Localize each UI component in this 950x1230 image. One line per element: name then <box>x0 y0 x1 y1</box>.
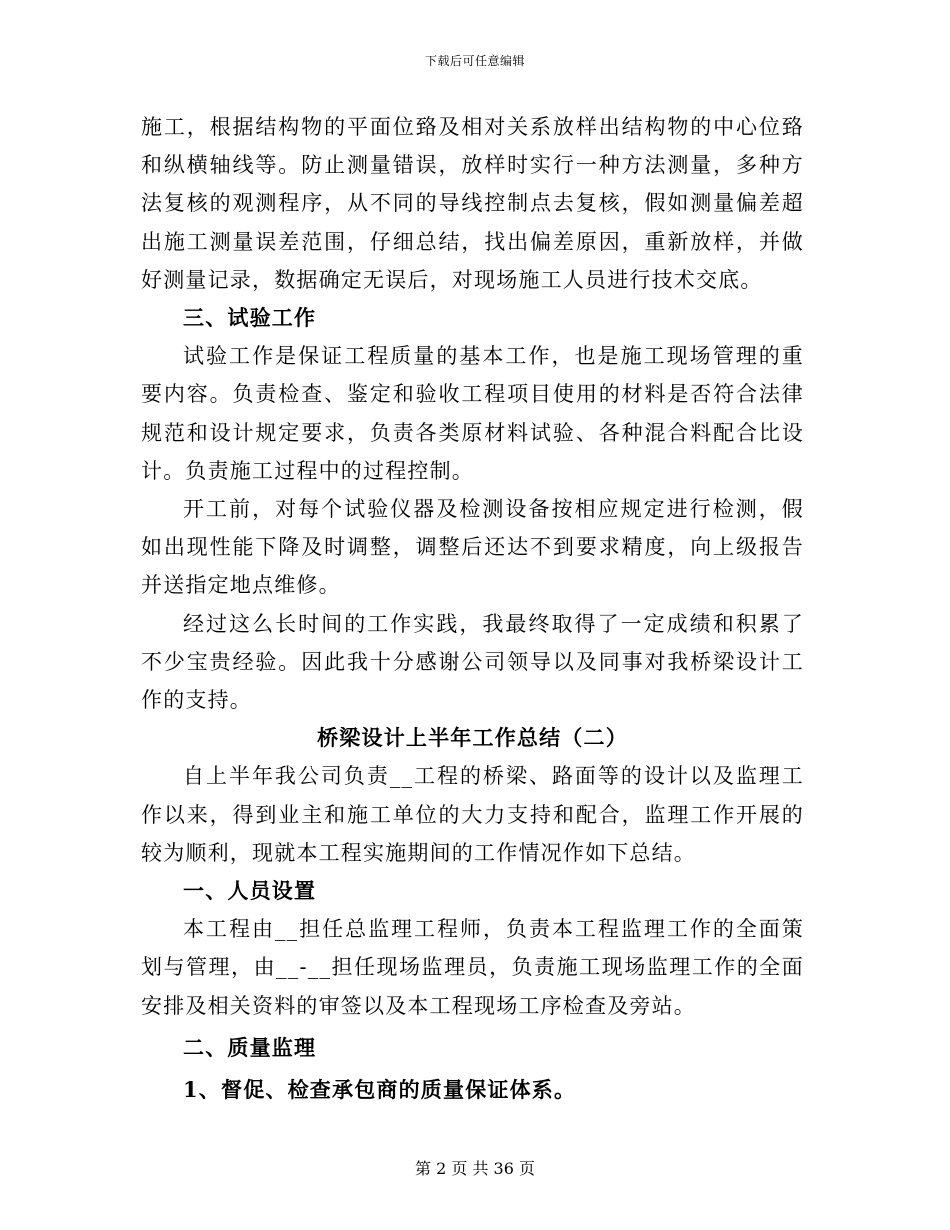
paragraph-staffing: 本工程由__担任总监理工程师，负责本工程监理工作的全面策划与管理，由__-__担任现场监理员，负责施工现场监理工作的全面安排及相关资料的审签以及本工程现场工序检查及旁站。 <box>141 917 804 1018</box>
paragraph-testing-intro: 试验工作是保证工程质量的基本工作，也是施工现场管理的重要内容。负责检查、鉴定和验收工程项目使用的材料是否符合法律规范和设计规定要求，负责各类原材料试验、各种混合料配合比设计。负责施工过程中的过程控制。 <box>141 344 804 483</box>
page-footer: 第 2 页 共 36 页 <box>415 1159 535 1178</box>
page-header: 下载后可任意编辑 <box>424 54 525 68</box>
section-title: 桥梁设计上半年工作总结（二） <box>317 725 628 751</box>
paragraph-survey: 施工，根据结构物的平面位臵及相对关系放样出结构物的中心位臵和纵横轴线等。防止测量错误，放样时实行一种方法测量，多种方法复核的观测程序，从不同的导线控制点去复核，假如测量偏差超出施工测量误差范围，仔细总结，找出偏差原因，重新放样，并做好测量记录，数据确定无误后，对现场施工人员进行技术交底。 <box>141 115 804 292</box>
paragraph-equipment-check: 开工前，对每个试验仪器及检测设备按相应规定进行检测，假如出现性能下降及时调整，调整后还达不到要求精度，向上级报告并送指定地点维修。 <box>141 497 804 598</box>
heading-testing-work: 三、试验工作 <box>183 305 317 331</box>
document-body <box>141 108 804 1109</box>
heading-staffing: 一、人员设置 <box>183 878 317 904</box>
heading-quality-system: 1、督促、检查承包商的质量保证体系。 <box>183 1077 577 1103</box>
paragraph-conclusion: 经过这么长时间的工作实践，我最终取得了一定成绩和积累了不少宝贵经验。因此我十分感谢公司领导以及同事对我桥梁设计工作的支持。 <box>141 611 804 713</box>
paragraph-supervision-intro: 自上半年我公司负责__工程的桥梁、路面等的设计以及监理工作以来，得到业主和施工单位的大力支持和配合，监理工作开展的较为顺利，现就本工程实施期间的工作情况作如下总结。 <box>141 764 804 865</box>
heading-quality-supervision: 二、质量监理 <box>183 1034 317 1060</box>
